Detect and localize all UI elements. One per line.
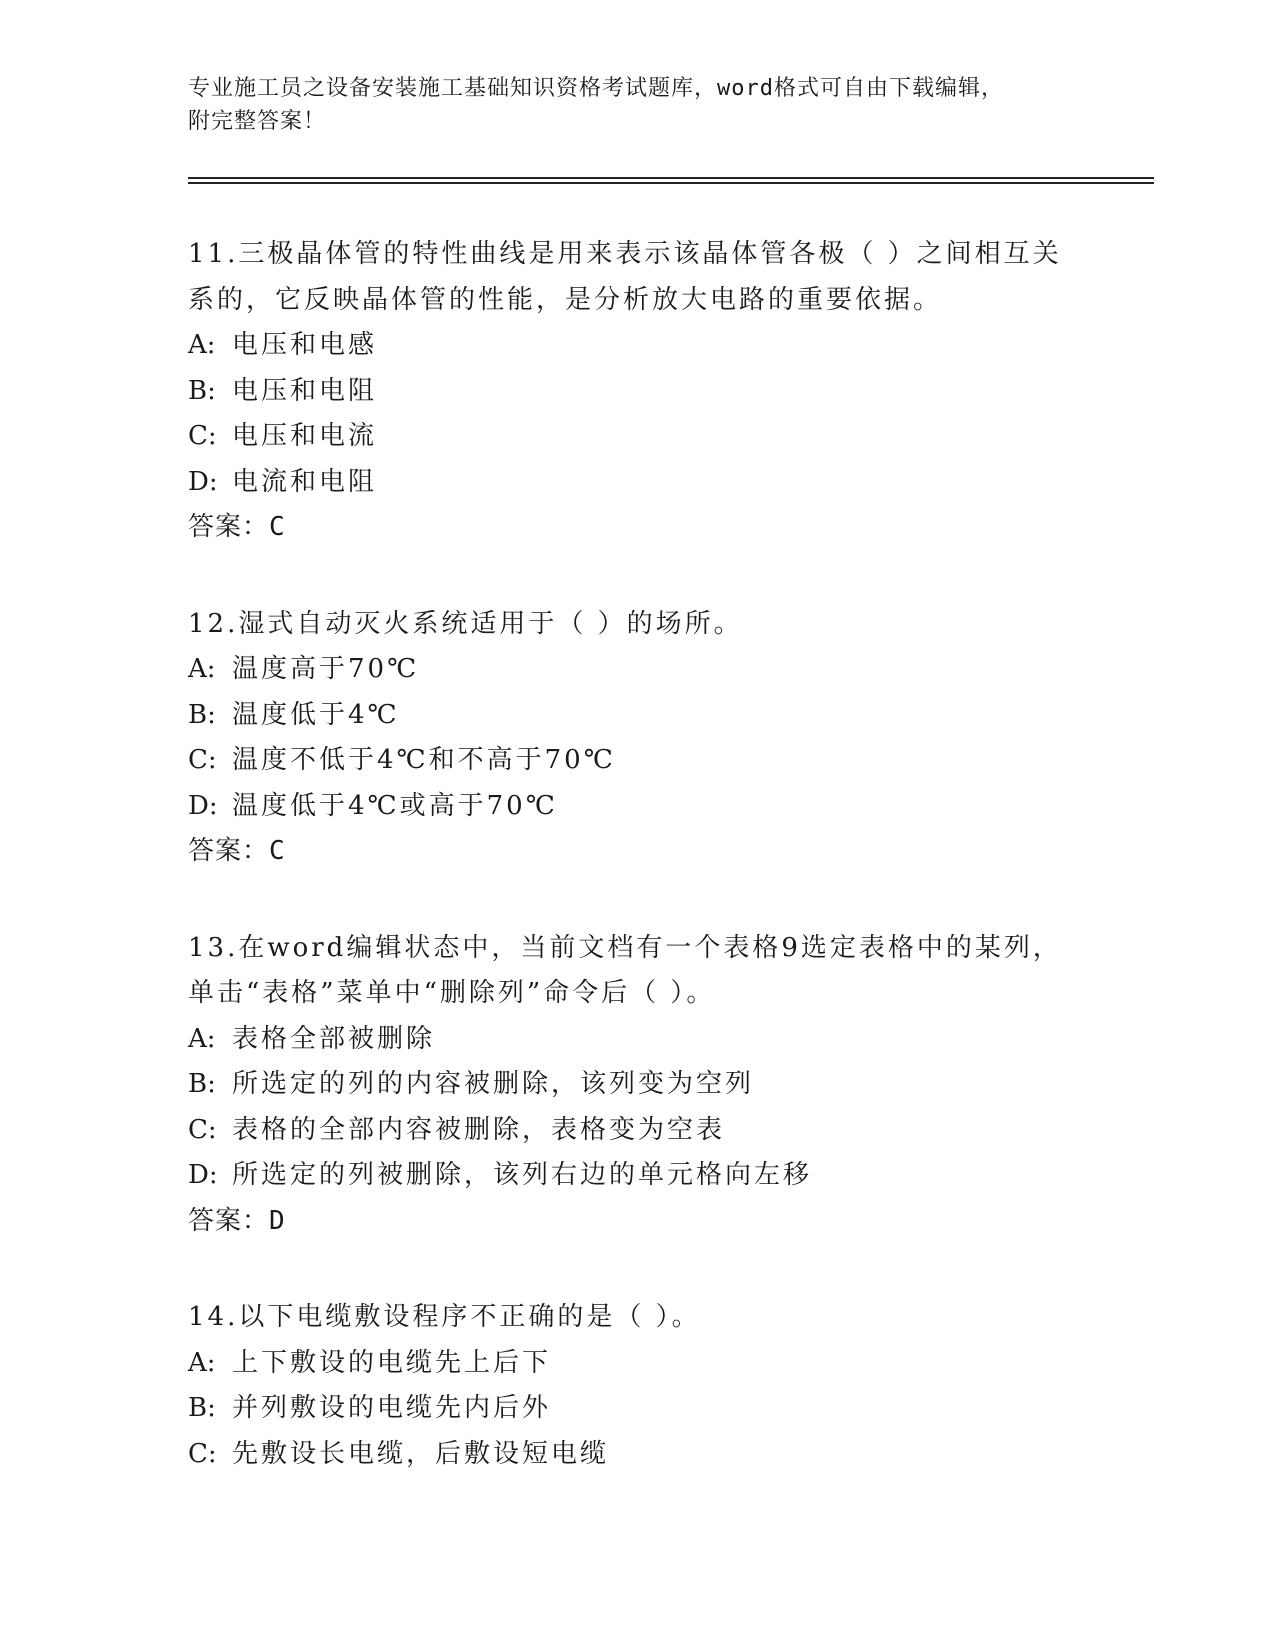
option-a: [188, 1341, 1088, 1387]
question-14: [188, 1295, 1088, 1477]
option-a: [188, 1017, 1088, 1063]
header-divider-bottom: [188, 182, 1154, 184]
option-key: A:: [188, 1023, 216, 1054]
question-list: [188, 232, 1088, 1528]
option-text: 温度不低于4℃和不高于70℃: [232, 745, 616, 775]
option-a: [188, 323, 1088, 369]
option-c: [188, 1108, 1088, 1154]
option-text: 所选定的列被删除，该列右边的单元格向左移: [232, 1160, 813, 1190]
answer: 答案：D: [188, 1205, 286, 1236]
option-key: A:: [188, 1347, 216, 1378]
question-stem: 13.在word编辑状态中，当前文档有一个表格9选定表格中的某列，单击“表格”菜单中“删除列”命令后（ ）。: [188, 932, 1062, 1008]
option-text: 表格的全部内容被删除，表格变为空表: [232, 1114, 726, 1145]
option-key: B:: [188, 699, 216, 730]
option-key: D:: [188, 1160, 218, 1190]
option-d: [188, 460, 1088, 506]
option-b: [188, 1386, 1088, 1432]
option-text: 电压和电流: [232, 421, 378, 451]
option-text: 电压和电阻: [232, 375, 378, 406]
question-stem: 12.湿式自动灭火系统适用于（ ）的场所。: [188, 608, 743, 639]
header-line-2: 附完整答案！: [188, 109, 327, 134]
option-a: [188, 647, 1088, 693]
option-text: 所选定的列的内容被删除，该列变为空列: [232, 1069, 755, 1099]
option-key: B:: [188, 1393, 216, 1423]
question-12: [188, 602, 1088, 875]
option-text: 温度高于70℃: [232, 654, 420, 684]
option-key: B:: [188, 1069, 216, 1099]
option-b: [188, 693, 1088, 739]
option-key: D:: [188, 790, 218, 821]
option-text: 温度低于4℃或高于70℃: [232, 790, 558, 821]
document-header: [188, 72, 1088, 138]
option-text: 上下敷设的电缆先上后下: [232, 1347, 552, 1378]
option-key: C:: [188, 745, 217, 775]
question-13: [188, 926, 1088, 1245]
option-key: B:: [188, 375, 216, 406]
answer: 答案：C: [188, 512, 286, 542]
option-c: [188, 414, 1088, 460]
option-text: 并列敷设的电缆先内后外: [232, 1393, 552, 1423]
option-key: D:: [188, 466, 218, 497]
option-d: [188, 784, 1088, 830]
option-b: [188, 369, 1088, 415]
header-divider-top: [188, 177, 1154, 179]
option-key: A:: [188, 654, 216, 684]
option-c: [188, 738, 1088, 784]
option-key: A:: [188, 330, 216, 360]
option-text: 电压和电感: [232, 330, 378, 360]
question-11: [188, 232, 1088, 551]
option-text: 电流和电阻: [232, 466, 378, 497]
option-key: C:: [188, 1114, 217, 1145]
option-text: 先敷设长电缆，后敷设短电缆: [232, 1438, 610, 1469]
option-c: [188, 1432, 1088, 1478]
option-key: C:: [188, 421, 217, 451]
question-stem: 11.三极晶体管的特性曲线是用来表示该晶体管各极（ ）之间相互关系的，它反映晶体管的性能，是分析放大电路的重要依据。: [188, 239, 1062, 315]
answer: 答案：C: [188, 836, 286, 866]
header-line-1: 专业施工员之设备安装施工基础知识资格考试题库，word格式可自由下载编辑，: [188, 76, 1004, 101]
option-key: C:: [188, 1438, 217, 1469]
option-text: 表格全部被删除: [232, 1023, 436, 1054]
option-text: 温度低于4℃: [232, 699, 400, 730]
option-b: [188, 1062, 1088, 1108]
option-d: [188, 1153, 1088, 1199]
question-stem: 14.以下电缆敷设程序不正确的是（ ）。: [188, 1302, 701, 1332]
